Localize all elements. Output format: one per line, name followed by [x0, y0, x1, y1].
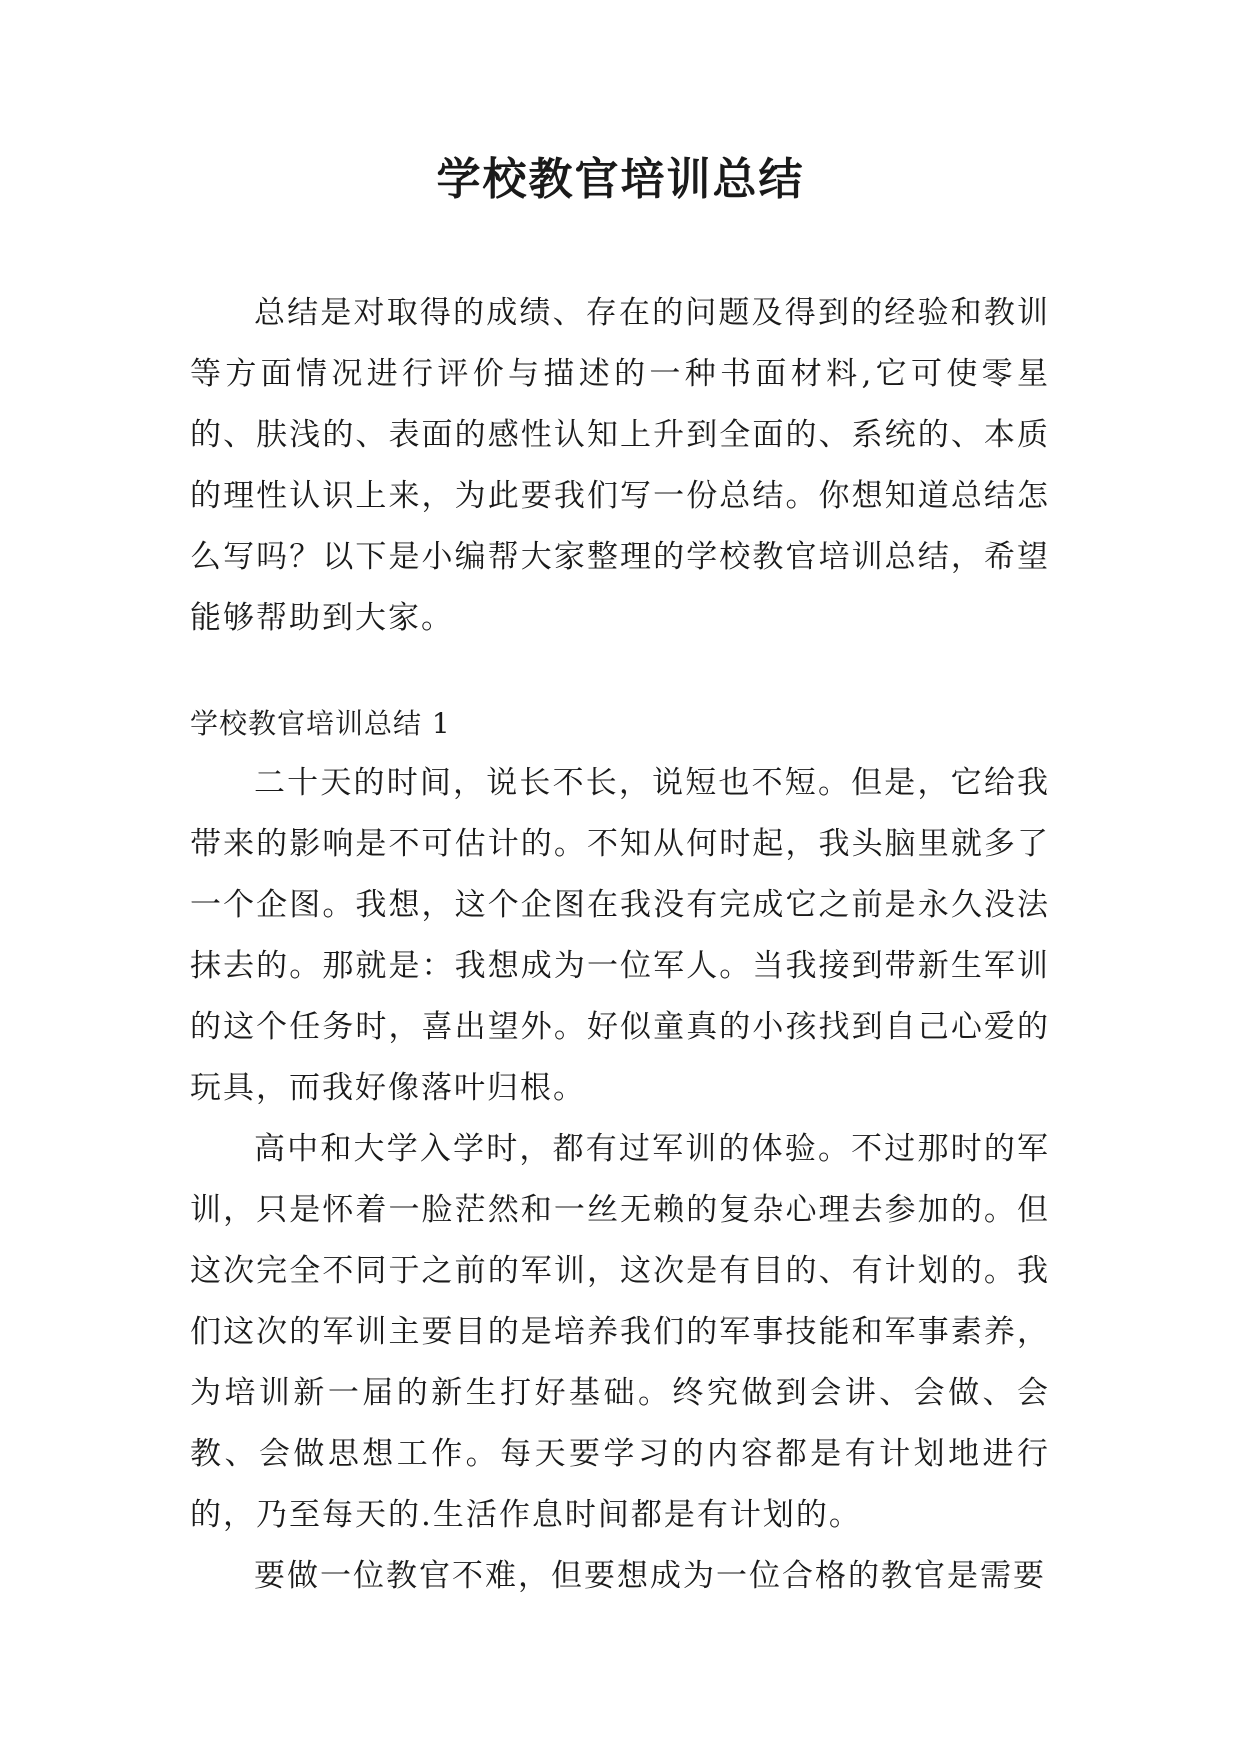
- document-body: [190, 283, 1050, 1607]
- body-paragraph-3: 要做一位教官不难，但要想成为一位合格的教官是需要: [254, 1558, 1046, 1594]
- section-heading: 学校教官培训总结 1: [190, 707, 451, 740]
- document-title: 学校教官培训总结: [436, 154, 805, 205]
- body-paragraph-1: 二十天的时间，说长不长，说短也不短。但是，它给我带来的影响是不可估计的。不知从何时起，我头脑里就多了一个企图。我想，这个企图在我没有完成它之前是永久没法抹去的。那就是：我想成为一位军人。当我接到带新生军训的这个任务时，喜出望外。好似童真的小孩找到自己心爱的玩具，而我好像落叶归根。: [190, 765, 1050, 1106]
- body-paragraph-2: 高中和大学入学时，都有过军训的体验。不过那时的军训，只是怀着一脸茫然和一丝无赖的复杂心理去参加的。但这次完全不同于之前的军训，这次是有目的、有计划的。我们这次的军训主要目的是培养我们的军事技能和军事素养，为培训新一届的新生打好基础。终究做到会讲、会做、会教、会做思想工作。每天要学习的内容都是有计划地进行的，乃至每天的.生活作息时间都是有计划的。: [190, 1131, 1050, 1533]
- intro-paragraph: 总结是对取得的成绩、存在的问题及得到的经验和教训等方面情况进行评价与描述的一种书面材料,它可使零星的、肤浅的、表面的感性认知上升到全面的、系统的、本质的理性认识上来，为此要我们写一份总结。你想知道总结怎么写吗？以下是小编帮大家整理的学校教官培训总结，希望能够帮助到大家。: [190, 295, 1050, 636]
